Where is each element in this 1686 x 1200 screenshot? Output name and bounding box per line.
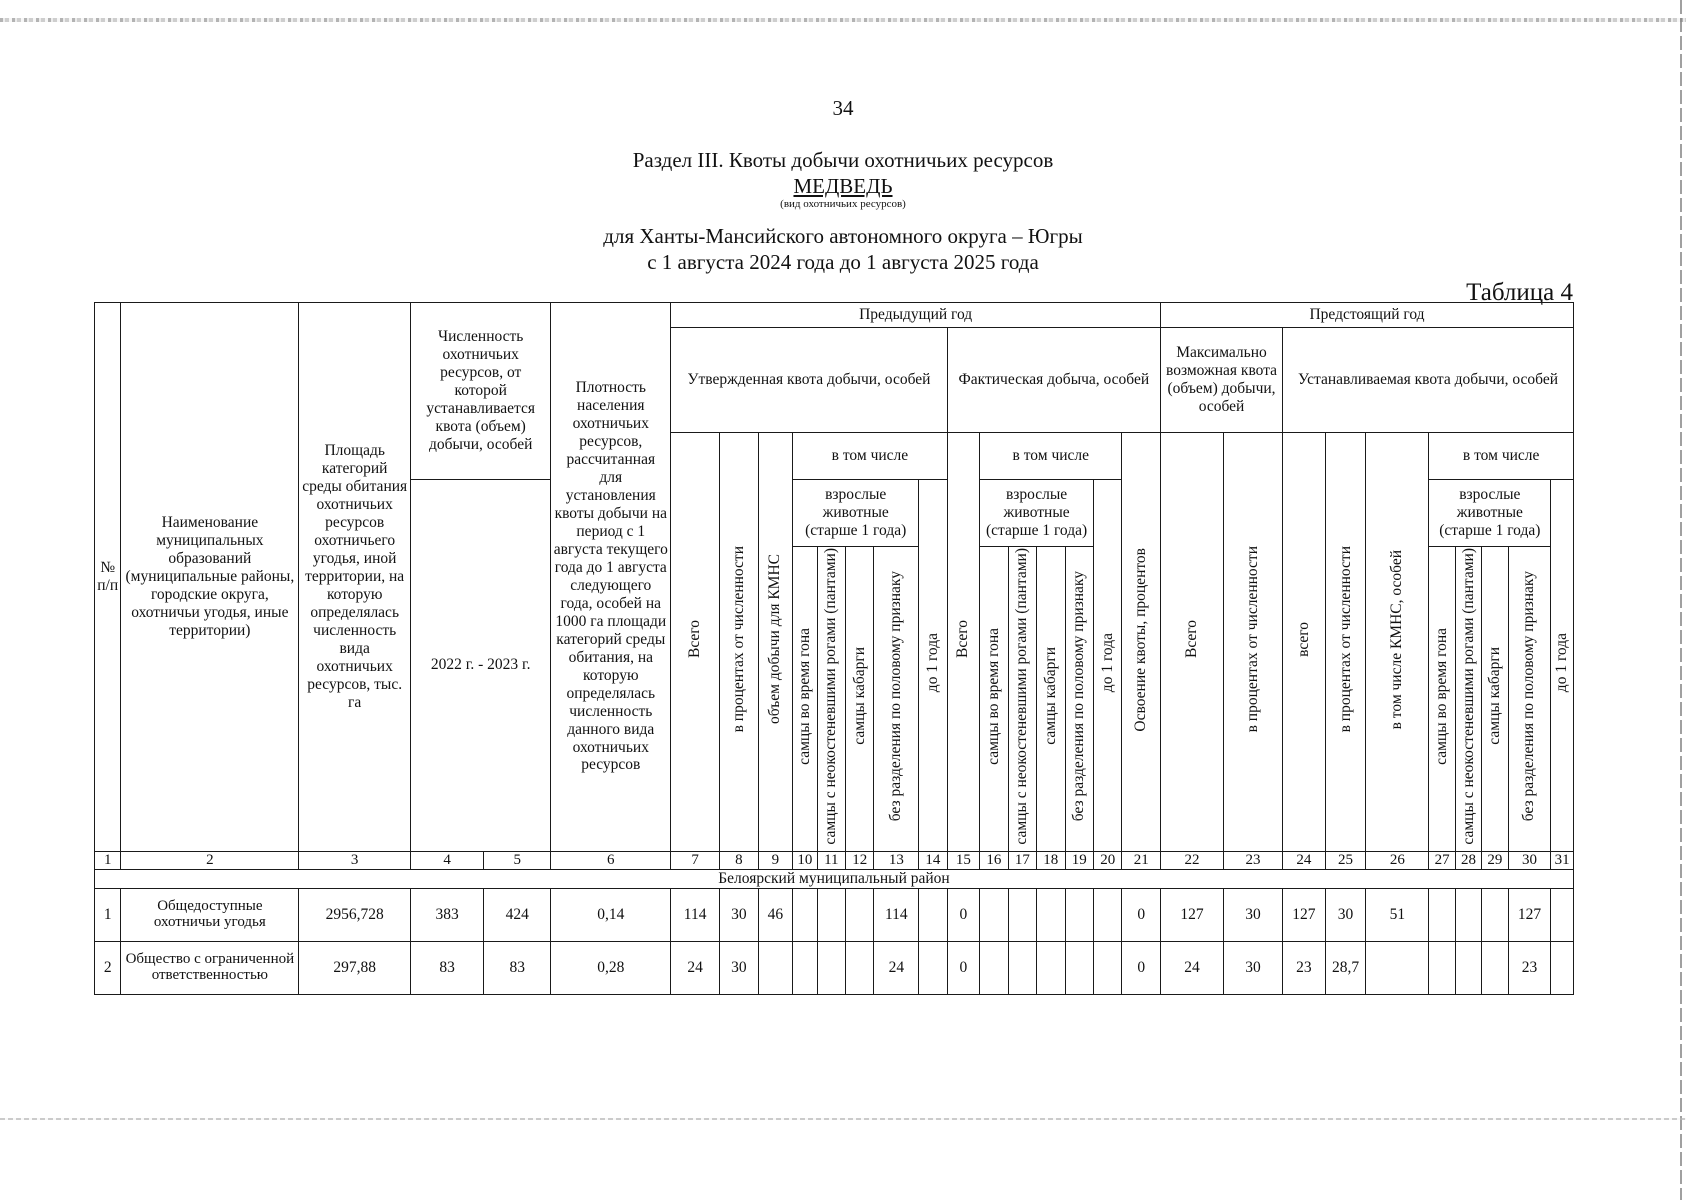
table-cell: 30 (720, 888, 759, 941)
table-cell: 383 (411, 888, 484, 941)
table-cell: 0 (1122, 888, 1161, 941)
col-quota-use: Освоение квоты, процентов (1122, 433, 1161, 852)
col-max-quota-header: Максимально возможная квота (объем) добычи, особей (1161, 328, 1283, 433)
col-approved-nosex: без разделения по половому признаку (874, 547, 919, 852)
table-cell (846, 941, 874, 994)
col-approved-under1: до 1 года (919, 480, 947, 852)
table-label: Таблица 4 (1466, 279, 1573, 306)
col-number: 29 (1482, 851, 1508, 869)
col-set-pct: в процентах от численности (1325, 433, 1366, 852)
table-cell: 23 (1508, 941, 1551, 994)
col-number: 24 (1283, 851, 1326, 869)
col-number: 26 (1366, 851, 1429, 869)
table-cell: 51 (1366, 888, 1429, 941)
col-number: 8 (720, 851, 759, 869)
table-cell: Общедоступные охотничьи угодья (121, 888, 299, 941)
col-actual-including: в том числе (980, 433, 1122, 480)
table-cell: 114 (874, 888, 919, 941)
col-actual-nosex: без разделения по половому признаку (1065, 547, 1093, 852)
col-set-including: в том числе (1429, 433, 1574, 480)
col-set-antler: самцы с неокостеневшими рогами (пантами) (1455, 547, 1481, 852)
table-cell: 24 (671, 941, 720, 994)
col-set-adults: взрослые животные (старше 1 года) (1429, 480, 1551, 547)
table-cell: 127 (1283, 888, 1326, 941)
table-cell (1482, 941, 1508, 994)
col-next-year-header: Предстоящий год (1161, 303, 1574, 328)
table-cell (1065, 941, 1093, 994)
table-cell: 0,28 (551, 941, 671, 994)
col-actual-under1: до 1 года (1093, 480, 1121, 852)
col-set-under1: до 1 года (1551, 480, 1574, 852)
table-cell (1455, 941, 1481, 994)
table-cell: 24 (874, 941, 919, 994)
col-number: 18 (1037, 851, 1065, 869)
col-density-header: Плотность населения охотничьих ресурсов, рассчитанная для установления квоты добычи на период с 1 августа текущего года до 1 августа следующего года, особей на 1000 га площади категорий среды обитания, на которую определялась численность данного вида охотничьих ресурсов (551, 303, 671, 852)
col-approved-antler: самцы с неокостеневшими рогами (пантами) (817, 547, 845, 852)
district-row (95, 869, 1574, 888)
table-cell (1037, 941, 1065, 994)
col-set-nosex: без разделения по половому признаку (1508, 547, 1551, 852)
table-cell: 127 (1508, 888, 1551, 941)
table-row (95, 888, 1574, 941)
col-approved-rut: самцы во время гона (793, 547, 817, 852)
col-number: 19 (1065, 851, 1093, 869)
section-title: Раздел III. Квоты добычи охотничьих ресурсов (632, 148, 1054, 172)
col-approved-pct: в процентах от численности (720, 433, 759, 852)
col-number: 30 (1508, 851, 1551, 869)
col-number: 4 (411, 851, 484, 869)
table-cell: 127 (1161, 888, 1224, 941)
table-cell: 24 (1161, 941, 1224, 994)
table-cell: 30 (1224, 888, 1283, 941)
col-number: 16 (980, 851, 1008, 869)
quota-table (94, 302, 1574, 995)
col-number: 1 (95, 851, 121, 869)
col-number: 10 (793, 851, 817, 869)
page-number: 34 (832, 96, 854, 120)
table-cell (793, 888, 817, 941)
col-number: 2 (121, 851, 299, 869)
col-number: 25 (1325, 851, 1366, 869)
col-set-musk: самцы кабарги (1482, 547, 1508, 852)
table-cell (1065, 888, 1093, 941)
col-prev-year-header: Предыдущий год (671, 303, 1161, 328)
col-area-header: Площадь категорий среды обитания охотничьих ресурсов охотничьего угодья, иной территории, на которую определялась численность вида охотничьих ресурсов, тыс. га (299, 303, 411, 852)
col-approved-including: в том числе (793, 433, 947, 480)
table-cell: 0,14 (551, 888, 671, 941)
col-actual-harvest-header: Фактическая добыча, особей (947, 328, 1160, 433)
col-number: 5 (484, 851, 551, 869)
region-title: для Ханты-Мансийского автономного округа – Югры (603, 224, 1083, 248)
table-cell: 2956,728 (299, 888, 411, 941)
table-cell: 2 (95, 941, 121, 994)
table-cell: 83 (484, 941, 551, 994)
col-number: 12 (846, 851, 874, 869)
col-year-2022: 2022 г. - 2023 г. (411, 480, 551, 852)
col-set-rut: самцы во время гона (1429, 547, 1455, 852)
col-number: 31 (1551, 851, 1574, 869)
col-number: 21 (1122, 851, 1161, 869)
col-max-pct: в процентах от численности (1224, 433, 1283, 852)
table-cell (1037, 888, 1065, 941)
table-cell (793, 941, 817, 994)
col-number: 20 (1093, 851, 1121, 869)
table-cell: 30 (1325, 888, 1366, 941)
column-number-row (95, 851, 1574, 869)
period-title: с 1 августа 2024 года до 1 августа 2025 года (647, 250, 1039, 274)
col-number: 6 (551, 851, 671, 869)
col-num-header: № п/п (95, 303, 121, 852)
col-approved-musk: самцы кабарги (846, 547, 874, 852)
col-number: 22 (1161, 851, 1224, 869)
table-cell: 46 (758, 888, 793, 941)
table-cell: 424 (484, 888, 551, 941)
table-cell: 30 (720, 941, 759, 994)
table-cell (919, 941, 947, 994)
table-cell (846, 888, 874, 941)
table-cell: 30 (1224, 941, 1283, 994)
col-number: 9 (758, 851, 793, 869)
col-max-total: Всего (1161, 433, 1224, 852)
table-cell: Общество с ограниченной ответственностью (121, 941, 299, 994)
table-cell (1008, 888, 1036, 941)
table-cell (1093, 941, 1121, 994)
col-approved-total: Всего (671, 433, 720, 852)
col-number: 17 (1008, 851, 1036, 869)
table-cell (919, 888, 947, 941)
table-cell (758, 941, 793, 994)
table-cell: 0 (1122, 941, 1161, 994)
scan-top-edge (0, 18, 1686, 22)
table-cell: 83 (411, 941, 484, 994)
table-cell (1008, 941, 1036, 994)
table-cell (1429, 941, 1455, 994)
table-cell (1093, 888, 1121, 941)
table-cell (980, 888, 1008, 941)
table-cell: 297,88 (299, 941, 411, 994)
table-cell (1366, 941, 1429, 994)
col-name-header: Наименование муниципальных образований (муниципальные районы, городские округа, охотничьи угодья, иные территории) (121, 303, 299, 852)
table-cell (1551, 888, 1574, 941)
table-cell (1551, 941, 1574, 994)
col-number: 7 (671, 851, 720, 869)
col-actual-rut: самцы во время гона (980, 547, 1008, 852)
col-number: 15 (947, 851, 980, 869)
col-number: 27 (1429, 851, 1455, 869)
table-cell (1482, 888, 1508, 941)
col-set-total: всего (1283, 433, 1326, 852)
col-actual-antler: самцы с неокостеневшими рогами (пантами) (1008, 547, 1036, 852)
col-actual-adults: взрослые животные (старше 1 года) (980, 480, 1094, 547)
table-cell (1429, 888, 1455, 941)
col-approved-adults: взрослые животные (старше 1 года) (793, 480, 919, 547)
col-set-kmns: в том числе КМНС, особей (1366, 433, 1429, 852)
col-set-quota-header: Устанавливаемая квота добычи, особей (1283, 328, 1574, 433)
species-title: МЕДВЕДЬ (793, 174, 893, 198)
col-population-header: Численность охотничьих ресурсов, от которой устанавливается квота (объем) добычи, особей (411, 303, 551, 480)
table-cell: 114 (671, 888, 720, 941)
col-number: 23 (1224, 851, 1283, 869)
col-approved-quota-header: Утвержденная квота добычи, особей (671, 328, 947, 433)
table-cell: 23 (1283, 941, 1326, 994)
table-cell (817, 941, 845, 994)
col-approved-kmns: объем добычи для КМНС (758, 433, 793, 852)
table-cell: 0 (947, 941, 980, 994)
district-name: Белоярский муниципальный район (95, 869, 1574, 888)
species-note: (вид охотничьих ресурсов) (780, 198, 906, 210)
col-number: 3 (299, 851, 411, 869)
table-cell: 1 (95, 888, 121, 941)
table-cell: 28,7 (1325, 941, 1366, 994)
table-cell (817, 888, 845, 941)
col-number: 14 (919, 851, 947, 869)
col-actual-total: Всего (947, 433, 980, 852)
col-number: 11 (817, 851, 845, 869)
table-row (95, 941, 1574, 994)
table-cell: 0 (947, 888, 980, 941)
table-cell (980, 941, 1008, 994)
col-number: 13 (874, 851, 919, 869)
col-number: 28 (1455, 851, 1481, 869)
col-actual-musk: самцы кабарги (1037, 547, 1065, 852)
table-cell (1455, 888, 1481, 941)
scan-bottom-edge (0, 1118, 1686, 1120)
